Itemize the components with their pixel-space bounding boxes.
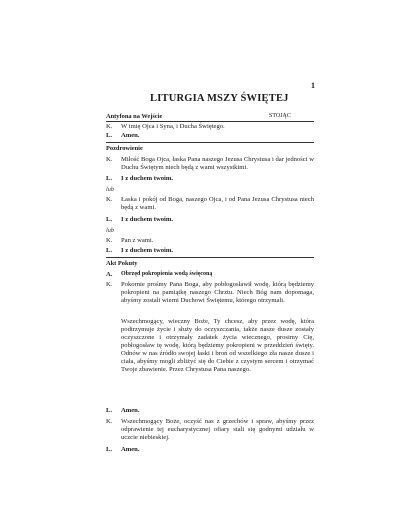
section-rule — [106, 257, 314, 258]
lub-separator: lub — [106, 186, 114, 193]
response-1-text: I z duchem twoim. — [121, 175, 174, 182]
amen-1-text: Amen. — [121, 407, 140, 414]
akt-pokuty-heading: Akt Pokuty — [106, 260, 138, 267]
section-rule — [106, 121, 314, 122]
kaplan-label: K. — [106, 156, 113, 163]
lud-label: L. — [106, 216, 113, 223]
kaplan-label: K. — [106, 196, 113, 203]
section-rule — [106, 142, 314, 143]
antyfona-priest-text: W imię Ojca i Syna, i Ducha Świętego. — [121, 123, 225, 130]
antyfona-heading: Antyfona na Wejście — [106, 113, 163, 120]
antyfona-people-text: Amen. — [121, 132, 140, 139]
greeting-3-text: Pan z wami. — [121, 237, 154, 244]
kaplan-label: K. — [106, 281, 113, 288]
absolution-text: Wszechmogący Boże, oczyść nas z grzechów i spraw, abyśmy przez odprawienie tej eucharystycznej ofiary stali się godnymi udziału w uczcie niebieskiej. — [121, 418, 314, 441]
page-number: 1 — [311, 81, 315, 90]
blessing-intro-text: Pokornie prośmy Pana Boga, aby pobłogosławił wodę, którą będziemy pokropieni na pamiątkę naszego Chrztu. Niech Bóg nam dopomaga, abyśmy zostali wierni Duchowi Świętemu, którego otrzymali. — [121, 281, 314, 304]
option-a-label: A. — [106, 271, 113, 278]
blessing-prayer-text: Wszechmogący, wieczny Boże, Ty chcesz, aby przez wodę, która podtrzymuje życie i służy do oczyszczania, także nasze dusze zostały oczyszczone i otrzymały zadatek życia wiecznego, prosimy Cię, pobłogosław tę wodę, którą będziemy pokropieni w przeddzień święty. Odnów w nas źródło swojej łaski i broń od wszelkiego zła nasze dusze i ciała, abyśmy mogli zbliżyć się do Ciebie z czystym sercem i otrzymać Twoje zbawienie. Przez Chrystusa Pana naszego. — [121, 318, 314, 373]
lud-label: L. — [106, 247, 113, 254]
posture-label: STOJĄC — [269, 113, 291, 119]
amen-2-text: Amen. — [121, 446, 140, 453]
lud-label: L. — [106, 175, 113, 182]
greeting-1-text: Miłość Boga Ojca, łaska Pana naszego Jezusa Chrystusa i dar jedności w Duchu Świętym niech będą z wami wszystkimi. — [121, 156, 314, 171]
lud-label: L. — [106, 132, 113, 139]
option-a-heading: Obrzęd pokropienia wodą święconą — [121, 271, 213, 277]
response-3-text: I z duchem twoim. — [121, 247, 174, 254]
lud-label: L. — [106, 407, 113, 414]
response-2-text: I z duchem twoim. — [121, 216, 174, 223]
page-title: LITURGIA MSZY ŚWIĘTEJ — [150, 93, 289, 104]
greeting-2-text: Łaska i pokój od Boga, naszego Ojca, i od Pana Jezusa Chrystusa niech będą z wami. — [121, 196, 314, 211]
lub-separator: lub — [106, 227, 114, 234]
kaplan-label: K. — [106, 418, 113, 425]
pozdrowienie-heading: Pozdrowienie — [106, 145, 143, 152]
kaplan-label: K. — [106, 237, 113, 244]
kaplan-label: K. — [106, 123, 113, 130]
lud-label: L. — [106, 446, 113, 453]
